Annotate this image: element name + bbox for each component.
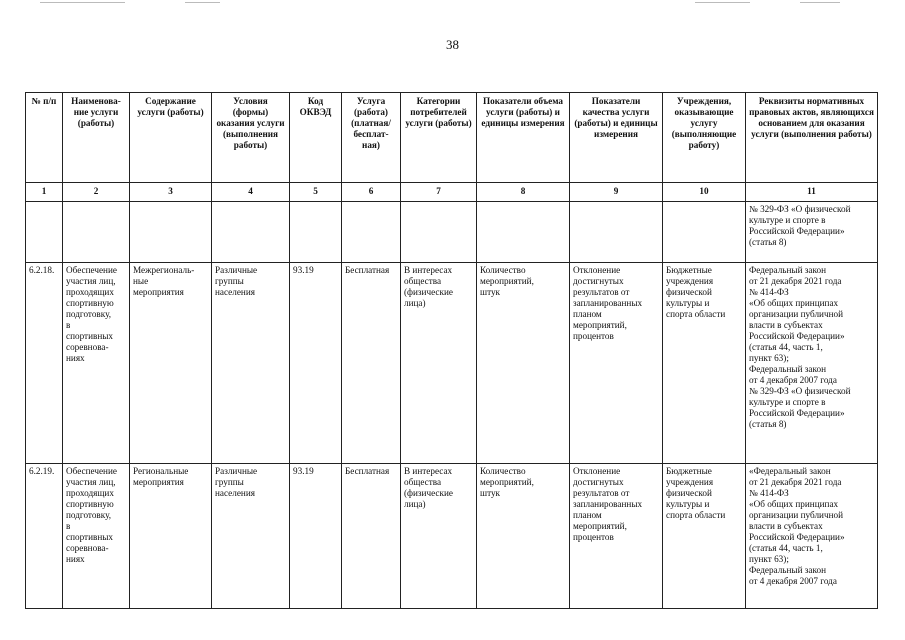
empty-cell — [63, 202, 130, 263]
column-number: 9 — [570, 183, 663, 202]
requisites-cell-line: власти в субъектах — [749, 521, 823, 532]
consumers-cell-line: В интересах — [404, 265, 453, 275]
requisites-cell-line: Российской Федерации» — [749, 532, 845, 543]
quality-indicators-cell — [570, 263, 663, 464]
row-number-cell: 6.2.18. — [26, 263, 63, 464]
quality-indicators-cell-line: процентов — [573, 331, 614, 342]
institutions-cell-line: учреждения — [666, 276, 714, 287]
row-number-cell: 6.2.19. — [26, 464, 63, 609]
column-number: 10 — [663, 183, 746, 202]
service-content-cell-line: мероприятия — [133, 477, 184, 488]
column-number: 8 — [477, 183, 570, 202]
requisites-cell-line: пункт 63); — [749, 353, 789, 364]
service-name-cell-line: проходящих — [66, 488, 114, 499]
quality-indicators-cell-line: достигнутых — [573, 477, 624, 488]
requisites-cell-line: (статья 44, часть 1, — [749, 543, 823, 554]
service-name-cell — [63, 263, 130, 464]
empty-cell — [212, 202, 290, 263]
column-header: Код ОКВЭД — [290, 93, 342, 183]
quality-indicators-cell-line: Отклонение — [573, 466, 621, 476]
consumers-cell — [401, 464, 477, 609]
table-row — [26, 263, 878, 464]
okved-code-cell: 93.19 — [290, 263, 342, 464]
quality-indicators-cell-line: процентов — [573, 532, 614, 543]
table-row-continuation — [26, 202, 878, 263]
institutions-cell-line: культуры и — [666, 499, 710, 510]
requisites-cell-line: Российской Федерации» — [749, 226, 845, 237]
paid-status-cell: Бесплатная — [342, 464, 401, 609]
column-header: Условия (формы) оказания услуги (выполнения работы) — [212, 93, 290, 183]
consumers-cell-line: общества — [404, 477, 442, 488]
requisites-cell — [746, 202, 878, 263]
empty-cell — [26, 202, 63, 263]
service-name-cell-line: ниях — [66, 554, 85, 565]
column-number: 1 — [26, 183, 63, 202]
requisites-cell-line: (статья 8) — [749, 237, 787, 248]
service-name-cell-line: проходящих — [66, 287, 114, 298]
consumers-cell-line: общества — [404, 276, 442, 287]
institutions-cell — [663, 263, 746, 464]
service-name-cell-line: соревнова- — [66, 342, 109, 353]
service-name-cell-line: спортивную — [66, 298, 114, 309]
institutions-cell-line: физической — [666, 287, 712, 298]
institutions-cell-line: спорта области — [666, 309, 726, 320]
consumers-cell-line: (физические — [404, 287, 453, 298]
column-number: 11 — [746, 183, 878, 202]
service-name-cell-line: участия лиц, — [66, 276, 116, 287]
service-name-cell — [63, 464, 130, 609]
column-number: 5 — [290, 183, 342, 202]
empty-cell — [477, 202, 570, 263]
requisites-cell-line: от 4 декабря 2007 года — [749, 576, 837, 587]
institutions-cell-line: учреждения — [666, 477, 714, 488]
quality-indicators-cell-line: достигнутых — [573, 276, 624, 287]
service-name-cell-line: Обеспечение — [66, 466, 117, 476]
service-content-cell-line: Региональные — [133, 466, 189, 476]
requisites-cell-line: организации публичной — [749, 510, 844, 521]
requisites-cell-line: от 4 декабря 2007 года — [749, 375, 837, 386]
scan-artifact-line — [185, 2, 220, 3]
requisites-cell-line: от 21 декабря 2021 года — [749, 477, 842, 488]
service-content-cell — [130, 263, 212, 464]
requisites-cell-line: Российской Федерации» — [749, 331, 845, 342]
institutions-cell-line: физической — [666, 488, 712, 499]
empty-cell — [401, 202, 477, 263]
requisites-cell-line: культуре и спорте в — [749, 397, 826, 408]
requisites-cell-line: культуре и спорте в — [749, 215, 826, 226]
services-table — [25, 92, 878, 609]
column-header: Наименова-ние услуги (работы) — [63, 93, 130, 183]
requisites-cell-line: «Федеральный закон — [749, 466, 831, 476]
volume-indicators-cell — [477, 263, 570, 464]
column-number: 2 — [63, 183, 130, 202]
service-content-cell-line: Межрегиональ- — [133, 265, 195, 275]
service-name-cell-line: в — [66, 320, 71, 331]
column-header: Реквизиты нормативных правовых актов, являющихся основанием для оказания услуги (выполнения работы) — [746, 93, 878, 183]
service-name-cell-line: ниях — [66, 353, 85, 364]
service-name-cell-line: в — [66, 521, 71, 532]
consumers-cell-line: (физические — [404, 488, 453, 499]
page-number: 38 — [446, 37, 459, 52]
okved-code-cell: 93.19 — [290, 464, 342, 609]
scan-artifact-line — [695, 2, 750, 3]
conditions-cell-line: Различные — [215, 466, 258, 476]
column-number: 3 — [130, 183, 212, 202]
consumers-cell-line: В интересах — [404, 466, 453, 476]
conditions-cell-line: группы — [215, 477, 244, 488]
conditions-cell-line: Различные — [215, 265, 258, 275]
requisites-cell — [746, 464, 878, 609]
empty-cell — [290, 202, 342, 263]
quality-indicators-cell-line: мероприятий, — [573, 320, 627, 331]
requisites-cell-line: (статья 44, часть 1, — [749, 342, 823, 353]
institutions-cell — [663, 464, 746, 609]
requisites-cell-line: Федеральный закон — [749, 265, 827, 275]
service-name-cell-line: участия лиц, — [66, 477, 116, 488]
conditions-cell — [212, 464, 290, 609]
volume-indicators-cell — [477, 464, 570, 609]
institutions-cell-line: Бюджетные — [666, 265, 712, 275]
requisites-cell-line: Российской Федерации» — [749, 408, 845, 419]
service-name-cell-line: подготовку, — [66, 510, 112, 521]
requisites-cell-line: власти в субъектах — [749, 320, 823, 331]
quality-indicators-cell — [570, 464, 663, 609]
requisites-cell-line: «Об общих принципах — [749, 298, 839, 309]
requisites-cell-line: Федеральный закон — [749, 565, 827, 576]
column-number: 7 — [401, 183, 477, 202]
column-header: Показатели объема услуги (работы) и единицы измерения — [477, 93, 570, 183]
service-name-cell-line: соревнова- — [66, 543, 109, 554]
consumers-cell-line: лица) — [404, 298, 426, 309]
requisites-cell-line: Федеральный закон — [749, 364, 827, 375]
paid-status-cell: Бесплатная — [342, 263, 401, 464]
quality-indicators-cell-line: планом — [573, 309, 602, 320]
quality-indicators-cell-line: планом — [573, 510, 602, 521]
service-name-cell-line: спортивных — [66, 532, 114, 543]
volume-indicators-cell-line: Количество — [480, 265, 526, 275]
empty-cell — [130, 202, 212, 263]
requisites-cell-line: № 414-ФЗ — [749, 287, 789, 298]
quality-indicators-cell-line: результатов от — [573, 287, 630, 298]
requisites-cell-line: № 414-ФЗ — [749, 488, 789, 499]
column-header: Показатели качества услуги (работы) и единицы измерения — [570, 93, 663, 183]
service-name-cell-line: спортивных — [66, 331, 114, 342]
conditions-cell — [212, 263, 290, 464]
scan-artifact-line — [40, 2, 125, 3]
quality-indicators-cell-line: запланированных — [573, 499, 643, 510]
scan-artifact-line — [800, 2, 840, 3]
requisites-cell-line: организации публичной — [749, 309, 844, 320]
service-name-cell-line: Обеспечение — [66, 265, 117, 275]
service-name-cell-line: спортивную — [66, 499, 114, 510]
quality-indicators-cell-line: Отклонение — [573, 265, 621, 275]
institutions-cell-line: Бюджетные — [666, 466, 712, 476]
empty-cell — [342, 202, 401, 263]
column-header: Учреждения, оказывающие услугу (выполняющие работу) — [663, 93, 746, 183]
column-number: 6 — [342, 183, 401, 202]
volume-indicators-cell-line: штук — [480, 488, 501, 499]
requisites-cell-line: (статья 8) — [749, 419, 787, 430]
column-header: № п/п — [26, 93, 63, 183]
service-content-cell-line: ные — [133, 276, 149, 287]
empty-cell — [663, 202, 746, 263]
consumers-cell-line: лица) — [404, 499, 426, 510]
volume-indicators-cell-line: мероприятий, — [480, 477, 534, 488]
volume-indicators-cell-line: Количество — [480, 466, 526, 476]
institutions-cell-line: спорта области — [666, 510, 726, 521]
institutions-cell-line: культуры и — [666, 298, 710, 309]
volume-indicators-cell-line: штук — [480, 287, 501, 298]
service-content-cell — [130, 464, 212, 609]
column-number: 4 — [212, 183, 290, 202]
conditions-cell-line: населения — [215, 287, 255, 298]
table-header — [26, 93, 878, 202]
requisites-cell-line: пункт 63); — [749, 554, 789, 565]
quality-indicators-cell-line: результатов от — [573, 488, 630, 499]
conditions-cell-line: группы — [215, 276, 244, 287]
table-body — [26, 202, 878, 609]
quality-indicators-cell-line: запланированных — [573, 298, 643, 309]
column-number-row — [26, 183, 878, 202]
column-header: Содержание услуги (работы) — [130, 93, 212, 183]
service-name-cell-line: подготовку, — [66, 309, 112, 320]
volume-indicators-cell-line: мероприятий, — [480, 276, 534, 287]
service-content-cell-line: мероприятия — [133, 287, 184, 298]
column-header: Категории потребителей услуги (работы) — [401, 93, 477, 183]
empty-cell — [570, 202, 663, 263]
consumers-cell — [401, 263, 477, 464]
quality-indicators-cell-line: мероприятий, — [573, 521, 627, 532]
column-header: Услуга (работа) (платная/ бесплат-ная) — [342, 93, 401, 183]
requisites-cell-line: № 329-ФЗ «О физической — [749, 204, 851, 214]
conditions-cell-line: населения — [215, 488, 255, 499]
requisites-cell — [746, 263, 878, 464]
requisites-cell-line: «Об общих принципах — [749, 499, 839, 510]
requisites-cell-line: № 329-ФЗ «О физической — [749, 386, 851, 397]
requisites-cell-line: от 21 декабря 2021 года — [749, 276, 842, 287]
table-row — [26, 464, 878, 609]
